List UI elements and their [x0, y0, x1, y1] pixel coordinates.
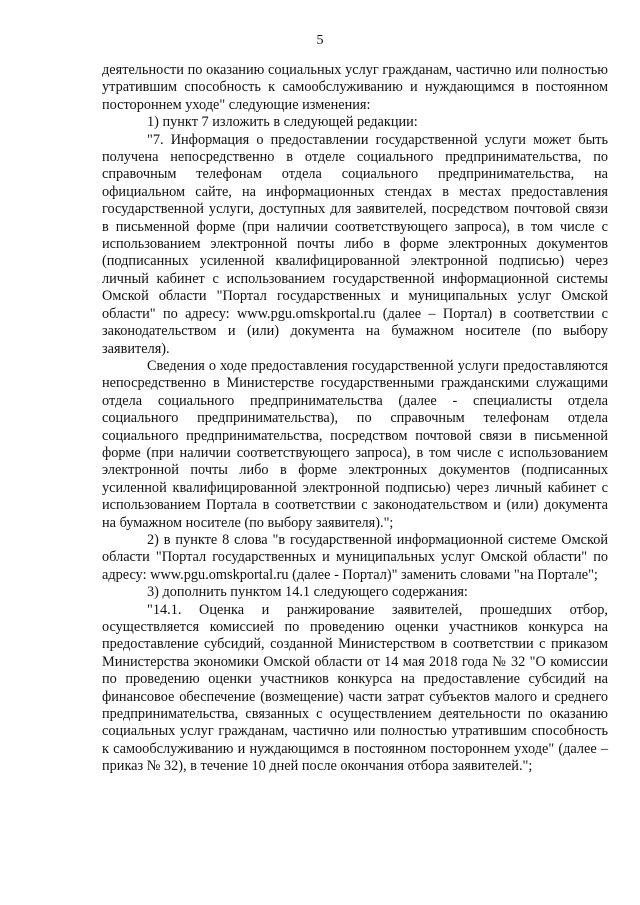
paragraph-item-1: 1) пункт 7 изложить в следующей редакции: — [147, 114, 418, 131]
paragraph-clause-14-1: "14.1. Оценка и ранжирование заявителей, прошедших отбор, осуществляется комиссией по проведению оценки участников конкурса на предоставление субсидий, созданной Министерством в соответствии с приказом Министерства экономики Омской области от 14 мая 2018 года № 32 "О комиссии по проведению оценки участников конкурса на предоставление субсидий на финансовое обеспечение (возмещение) части затрат субъектов малого и среднего предпринимательства, связанных с осуществлением деятельности по оказанию социальных услуг гражданам, частично или полностью утратившим способность к самообслуживанию и нуждающимся в постоянном постороннем уходе" (далее – приказ № 32), в течение 10 дней после окончания отбора заявителей."; — [102, 601, 608, 775]
page-number: 5 — [316, 33, 324, 48]
paragraph-continuation: деятельности по оказанию социальных услуг гражданам, частично или полностью утратившим способность к самообслуживанию и нуждающимся в постоянном постороннем уходе" следующие изменения: — [102, 62, 608, 113]
paragraph-item-3: 3) дополнить пунктом 14.1 следующего содержания: — [147, 584, 468, 601]
paragraph-clause-7: "7. Информация о предоставлении государственной услуги может быть получена непосредственно в отделе социального предпринимательства, по справочным телефонам отдела социального предпринимательства, на официальном сайте, на информационных стендах в местах предоставления государственной услуги, доступных для заявителей, посредством почтовой связи в письменной форме (при наличии соответствующего запроса), в том числе с использованием электронной почты либо в форме электронных документов (подписанных усиленной квалифицированной электронной подписью) через личный кабинет с использованием государственной информационной системы Омской области "Портал государственных и муниципальных услуг Омской области" по адресу: www.pgu.omskportal.ru (далее – Портал) в соответствии с законодательством и (или) документа на бумажном носителе (по выбору заявителя). — [102, 131, 608, 357]
document-body — [102, 62, 608, 776]
paragraph-clause-7-info: Сведения о ходе предоставления государственной услуги предоставляются непосредственно в Министерстве государственными гражданскими служащими отдела социального предпринимательства (далее - специалисты отдела социального предпринимательства), по справочным телефонам отдела социального предпринимательства, посредством почтовой связи в письменной форме (при наличии соответствующего запроса), в том числе с использованием электронной почты либо в форме электронных документов (подписанных усиленной квалифицированной электронной подписью) через личный кабинет с использованием Портала в соответствии с законодательством и (или) документа на бумажном носителе (по выбору заявителя)."; — [102, 357, 608, 531]
paragraph-item-2: 2) в пункте 8 слова "в государственной информационной системе Омской области "Портал государственных и муниципальных услуг Омской области" по адресу: www.pgu.omskportal.ru (далее - Портал)" заменить словами "на Портале"; — [102, 531, 608, 583]
